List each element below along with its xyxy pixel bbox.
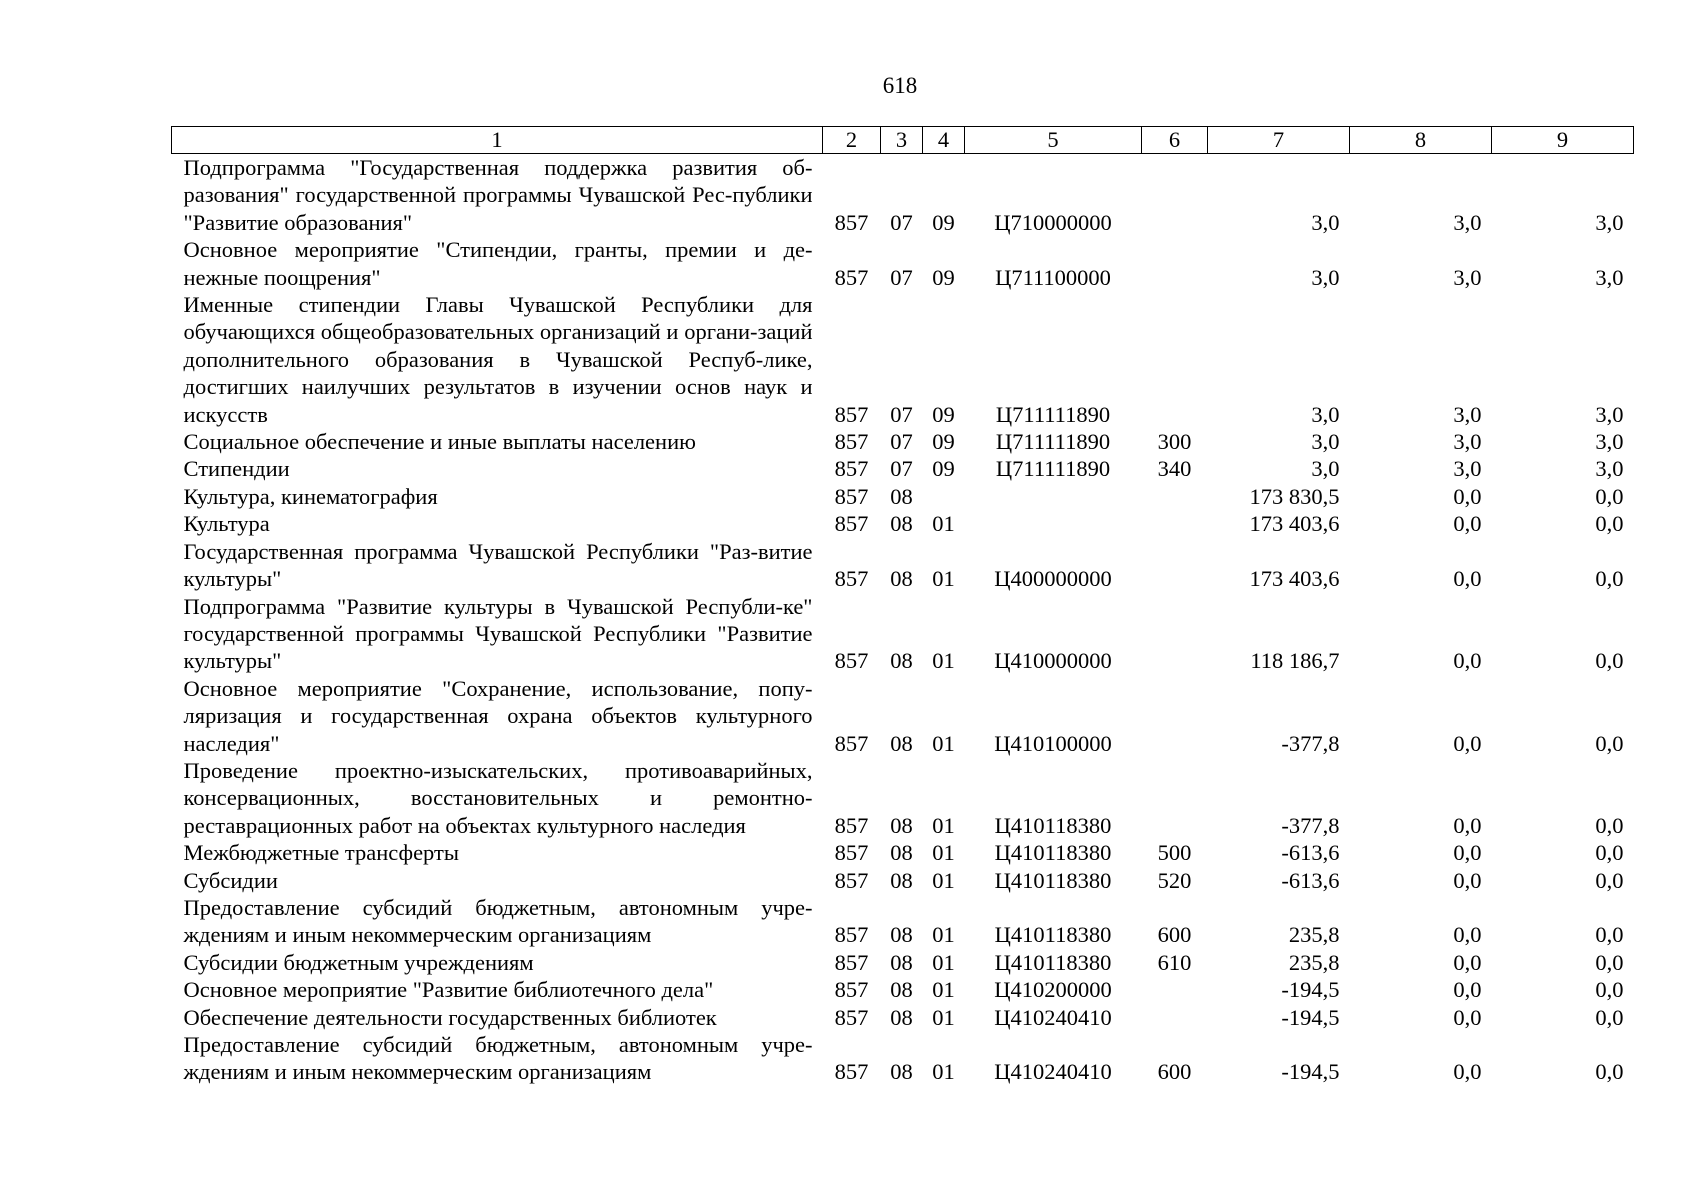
cell-amount-col9: 3,0	[1595, 429, 1624, 455]
row-name: Подпрограмма "Развитие культуры в Чувашской Республи-ке" государственной программы Чувашской Республики "Развитие культуры"	[183, 593, 813, 674]
cell-amount-col8: 3,0	[1453, 456, 1482, 482]
cell-expense-type	[1142, 291, 1208, 428]
cell-ministry: 857	[834, 812, 869, 838]
cell-expense-type	[1142, 757, 1208, 839]
table-row	[172, 154, 1634, 237]
cell-amount-col7: -613,6	[1281, 840, 1340, 866]
table-row	[172, 867, 1634, 894]
cell-amount-col9: 3,0	[1595, 401, 1624, 427]
cell-amount-col7: -194,5	[1281, 977, 1340, 1003]
cell-amount-col7: 173 403,6	[1249, 511, 1340, 537]
cell-amount-col8: 0,0	[1453, 1059, 1482, 1085]
cell-section: 07	[890, 264, 913, 290]
cell-expense-type	[1142, 154, 1208, 237]
cell-expense-type	[1142, 976, 1208, 1003]
cell-target-article: Ц711111890	[995, 456, 1111, 482]
cell-expense-type: 600	[1157, 922, 1192, 948]
cell-amount-col7: 3,0	[1311, 401, 1340, 427]
cell-amount-col8: 3,0	[1453, 401, 1482, 427]
cell-target-article: Ц410240410	[994, 1004, 1112, 1030]
cell-target-article: Ц410118380	[994, 812, 1112, 838]
cell-subsection: 01	[932, 949, 955, 975]
cell-section: 08	[890, 1004, 913, 1030]
cell-amount-col7: 3,0	[1311, 209, 1340, 235]
cell-amount-col8: 0,0	[1453, 977, 1482, 1003]
cell-subsection: 09	[932, 209, 955, 235]
cell-ministry: 857	[834, 867, 869, 893]
cell-subsection: 01	[932, 922, 955, 948]
cell-expense-type	[1142, 675, 1208, 757]
column-header: 9	[1492, 127, 1634, 154]
cell-target-article: Ц410240410	[994, 1059, 1112, 1085]
cell-amount-col9: 0,0	[1595, 730, 1624, 756]
row-name: Социальное обеспечение и иные выплаты населению	[183, 429, 696, 455]
row-name: Субсидии	[183, 867, 278, 893]
cell-section: 07	[890, 429, 913, 455]
row-name: Проведение проектно-изыскательских, противоаварийных, консервационных, восстановительных и ремонтно-реставрационных работ на объектах культурного наследия	[183, 757, 813, 838]
header-row	[172, 127, 1634, 154]
cell-target-article	[965, 510, 1142, 537]
column-header: 5	[965, 127, 1142, 154]
table-row	[172, 949, 1634, 976]
cell-amount-col7: 3,0	[1311, 429, 1340, 455]
row-name: Культура, кинематография	[183, 483, 438, 509]
cell-amount-col9: 3,0	[1595, 456, 1624, 482]
cell-ministry: 857	[834, 209, 869, 235]
cell-amount-col9: 0,0	[1595, 511, 1624, 537]
cell-subsection: 01	[932, 566, 955, 592]
table-row	[172, 593, 1634, 675]
cell-ministry: 857	[834, 840, 869, 866]
table-row	[172, 1004, 1634, 1031]
cell-target-article	[965, 483, 1142, 510]
cell-ministry: 857	[834, 456, 869, 482]
cell-subsection: 09	[932, 401, 955, 427]
table-row	[172, 538, 1634, 593]
cell-target-article: Ц410200000	[994, 977, 1112, 1003]
cell-expense-type: 340	[1157, 456, 1192, 482]
cell-expense-type: 520	[1157, 867, 1192, 893]
cell-ministry: 857	[834, 566, 869, 592]
row-name: Культура	[183, 511, 270, 537]
cell-ministry: 857	[834, 730, 869, 756]
cell-ministry: 857	[834, 1059, 869, 1085]
cell-section: 08	[890, 566, 913, 592]
cell-ministry: 857	[834, 922, 869, 948]
column-header: 2	[823, 127, 881, 154]
row-name: Межбюджетные трансферты	[183, 840, 459, 866]
cell-amount-col9: 0,0	[1595, 977, 1624, 1003]
cell-amount-col9: 3,0	[1595, 209, 1624, 235]
cell-section: 08	[890, 648, 913, 674]
cell-amount-col9: 0,0	[1595, 1004, 1624, 1030]
column-header: 6	[1142, 127, 1208, 154]
cell-amount-col9: 0,0	[1595, 922, 1624, 948]
table-row	[172, 236, 1634, 291]
cell-target-article: Ц410118380	[994, 949, 1112, 975]
cell-amount-col9: 0,0	[1595, 840, 1624, 866]
cell-amount-col9: 0,0	[1595, 949, 1624, 975]
column-header: 3	[881, 127, 923, 154]
table-row	[172, 483, 1634, 510]
table-row	[172, 291, 1634, 428]
cell-section: 07	[890, 456, 913, 482]
cell-section: 08	[890, 977, 913, 1003]
cell-amount-col8: 0,0	[1453, 730, 1482, 756]
row-name: Именные стипендии Главы Чувашской Республики для обучающихся общеобразовательных организаций и органи-заций дополнительного образования в Чувашской Респуб-лике, достигших наилучших результатов в изучении основ наук и искусств	[183, 292, 813, 427]
cell-amount-col8: 0,0	[1453, 812, 1482, 838]
row-name: Основное мероприятие "Сохранение, использование, попу-ляризация и государственная охрана объектов культурного наследия"	[183, 675, 813, 756]
cell-amount-col8: 0,0	[1453, 949, 1482, 975]
row-name: Стипендии	[183, 456, 290, 482]
cell-expense-type	[1142, 483, 1208, 510]
cell-amount-col7: 235,8	[1288, 922, 1340, 948]
cell-subsection: 09	[932, 429, 955, 455]
cell-amount-col8: 0,0	[1453, 511, 1482, 537]
cell-target-article: Ц410118380	[994, 867, 1112, 893]
cell-target-article: Ц410118380	[994, 840, 1112, 866]
cell-subsection: 01	[932, 730, 955, 756]
cell-subsection: 09	[932, 264, 955, 290]
cell-amount-col9: 0,0	[1595, 812, 1624, 838]
cell-amount-col8: 0,0	[1453, 483, 1482, 509]
table-row	[172, 894, 1634, 949]
budget-table	[171, 126, 1634, 1086]
cell-amount-col9: 0,0	[1595, 648, 1624, 674]
table-body	[172, 154, 1634, 1086]
cell-subsection: 01	[932, 977, 955, 1003]
cell-amount-col7: 3,0	[1311, 456, 1340, 482]
cell-target-article: Ц711111890	[995, 429, 1111, 455]
cell-amount-col8: 0,0	[1453, 1004, 1482, 1030]
table-row	[172, 976, 1634, 1003]
cell-expense-type: 300	[1157, 429, 1192, 455]
cell-subsection: 01	[932, 511, 955, 537]
cell-expense-type	[1142, 593, 1208, 675]
cell-section: 07	[890, 401, 913, 427]
cell-subsection: 09	[932, 456, 955, 482]
cell-section: 08	[890, 867, 913, 893]
cell-amount-col8: 0,0	[1453, 648, 1482, 674]
cell-amount-col7: 173 403,6	[1249, 566, 1340, 592]
cell-ministry: 857	[834, 1004, 869, 1030]
cell-target-article: Ц410100000	[994, 730, 1112, 756]
cell-amount-col7: -377,8	[1281, 730, 1340, 756]
table-row	[172, 428, 1634, 455]
cell-amount-col8: 0,0	[1453, 840, 1482, 866]
column-header: 4	[923, 127, 965, 154]
cell-amount-col9: 0,0	[1595, 483, 1624, 509]
cell-amount-col8: 0,0	[1453, 922, 1482, 948]
cell-section: 07	[890, 209, 913, 235]
cell-section: 08	[890, 483, 913, 509]
cell-amount-col7: -194,5	[1281, 1059, 1340, 1085]
cell-subsection	[923, 483, 965, 510]
cell-expense-type: 610	[1157, 949, 1192, 975]
cell-amount-col8: 3,0	[1453, 209, 1482, 235]
cell-amount-col8: 3,0	[1453, 264, 1482, 290]
cell-expense-type	[1142, 236, 1208, 291]
row-name: Обеспечение деятельности государственных библиотек	[183, 1004, 717, 1030]
row-name: Основное мероприятие "Стипендии, гранты, премии и де-нежные поощрения"	[183, 237, 813, 290]
cell-subsection: 01	[932, 840, 955, 866]
cell-target-article: Ц400000000	[994, 566, 1112, 592]
row-name: Предоставление субсидий бюджетным, автономным учре-ждениям и иным некоммерческим организациям	[183, 894, 813, 948]
cell-target-article: Ц410000000	[994, 648, 1112, 674]
cell-subsection: 01	[932, 648, 955, 674]
cell-ministry: 857	[834, 949, 869, 975]
cell-ministry: 857	[834, 429, 869, 455]
cell-section: 08	[890, 949, 913, 975]
cell-amount-col7: 3,0	[1311, 264, 1340, 290]
cell-amount-col7: 118 186,7	[1250, 648, 1340, 674]
cell-subsection: 01	[932, 867, 955, 893]
cell-target-article: Ц410118380	[994, 922, 1112, 948]
cell-ministry: 857	[834, 648, 869, 674]
cell-expense-type	[1142, 1004, 1208, 1031]
cell-amount-col7: 235,8	[1288, 949, 1340, 975]
cell-amount-col7: 173 830,5	[1249, 483, 1340, 509]
cell-section: 08	[890, 922, 913, 948]
column-header: 8	[1350, 127, 1492, 154]
table-row	[172, 510, 1634, 537]
row-name: Предоставление субсидий бюджетным, автономным учре-ждениям и иным некоммерческим организациям	[183, 1032, 813, 1085]
table-row	[172, 455, 1634, 482]
cell-subsection: 01	[932, 1004, 955, 1030]
column-header: 7	[1208, 127, 1350, 154]
cell-ministry: 857	[834, 483, 869, 509]
cell-amount-col9: 0,0	[1595, 867, 1624, 893]
row-name: Основное мероприятие "Развитие библиотечного дела"	[183, 977, 714, 1003]
cell-amount-col8: 0,0	[1453, 867, 1482, 893]
cell-amount-col7: -613,6	[1281, 867, 1340, 893]
cell-expense-type: 600	[1157, 1059, 1192, 1085]
cell-amount-col9: 0,0	[1595, 566, 1624, 592]
table-row	[172, 1031, 1634, 1086]
cell-subsection: 01	[932, 812, 955, 838]
row-name: Государственная программа Чувашской Республики "Раз-витие культуры"	[183, 538, 813, 592]
cell-ministry: 857	[834, 264, 869, 290]
cell-expense-type: 500	[1157, 840, 1192, 866]
cell-ministry: 857	[834, 977, 869, 1003]
table-row	[172, 839, 1634, 866]
cell-amount-col7: -377,8	[1281, 812, 1340, 838]
cell-target-article: Ц710000000	[994, 209, 1112, 235]
cell-ministry: 857	[834, 511, 869, 537]
cell-subsection: 01	[932, 1059, 955, 1085]
table-row	[172, 757, 1634, 839]
row-name: Подпрограмма "Государственная поддержка развития об-разования" государственной программы Чувашской Рес-публики "Развитие образования"	[183, 155, 813, 235]
cell-ministry: 857	[834, 401, 869, 427]
cell-section: 08	[890, 1059, 913, 1085]
row-name: Субсидии бюджетным учреждениям	[183, 949, 534, 975]
cell-section: 08	[890, 730, 913, 756]
table-row	[172, 675, 1634, 757]
cell-section: 08	[890, 840, 913, 866]
cell-amount-col9: 0,0	[1595, 1059, 1624, 1085]
cell-amount-col8: 0,0	[1453, 566, 1482, 592]
cell-amount-col7: -194,5	[1281, 1004, 1340, 1030]
column-header: 1	[172, 127, 823, 154]
cell-section: 08	[890, 812, 913, 838]
page-number: 618	[882, 73, 918, 98]
cell-expense-type	[1142, 538, 1208, 593]
cell-target-article: Ц711100000	[995, 264, 1111, 290]
cell-section: 08	[890, 511, 913, 537]
cell-expense-type	[1142, 510, 1208, 537]
cell-amount-col9: 3,0	[1595, 264, 1624, 290]
cell-target-article: Ц711111890	[995, 401, 1111, 427]
cell-amount-col8: 3,0	[1453, 429, 1482, 455]
